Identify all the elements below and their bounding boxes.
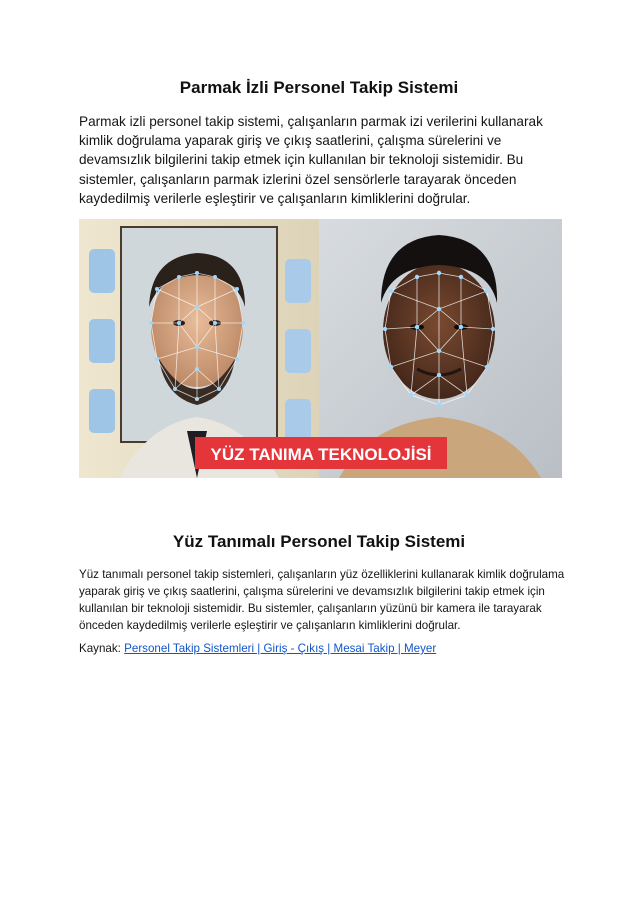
section-body-face-recognition: Yüz tanımalı personel takip sistemleri, çalışanların yüz özelliklerini kullanarak kimlik doğrulama yaparak giriş ve çıkış saatlerini, çalışma sürelerini ve devamsızlık bilgilerini takip etmek için kullanılan bir teknoloji sistemidir. Bu sistemler, çalışanların yüzünü bir kamera ile tarayarak önceden kaydedilmiş verilerle eşleştirir ve çalışanların kimliklerini doğrular. — [79, 568, 565, 632]
section-title-fingerprint: Parmak İzli Personel Takip Sistemi — [179, 78, 459, 97]
source-link[interactable]: Personel Takip Sistemleri | Giriş - Çıkış | Mesai Takip | Meyer — [124, 642, 437, 655]
section-title-face-recognition: Yüz Tanımalı Personel Takip Sistemi — [172, 532, 466, 551]
banner-text: YÜZ TANIMA TEKNOLOJİSİ — [210, 445, 432, 464]
section-body-fingerprint: Parmak izli personel takip sistemi, çalışanların parmak izi verilerini kullanarak kimlik doğrulama yaparak giriş ve çıkış saatlerini, çalışma sürelerini ve devamsızlık bilgilerini takip etmek için kullanılan bir teknoloji sistemidir. Bu sistemler, çalışanların parmak izlerini özel sensörlerle tarayarak önceden kaydedilmiş verilerle eşleştirir ve çalışanların kimliklerini doğrular. — [79, 114, 543, 206]
source-label: Kaynak: — [79, 642, 121, 655]
face-recognition-image — [79, 219, 562, 478]
source-line — [79, 640, 569, 657]
